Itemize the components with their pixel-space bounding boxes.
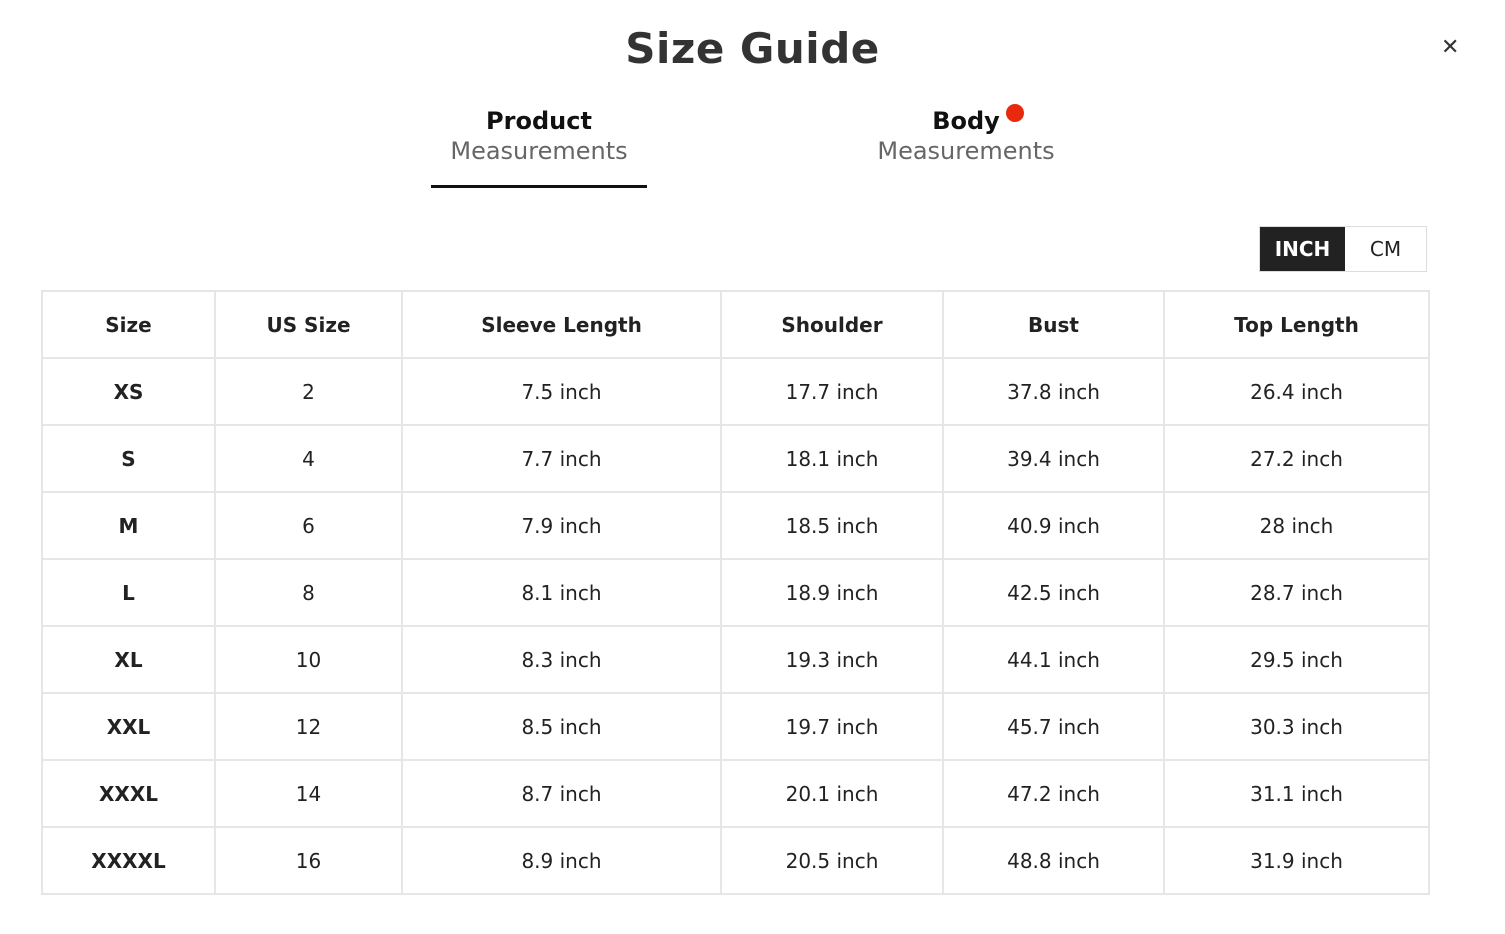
tab-label-secondary: Measurements <box>450 137 628 165</box>
tab-body-measurements[interactable] <box>858 106 1074 188</box>
table-cell: 30.3 inch <box>1164 693 1429 760</box>
table-cell: 31.9 inch <box>1164 827 1429 894</box>
table-cell: 7.9 inch <box>402 492 721 559</box>
table-cell: 20.1 inch <box>721 760 943 827</box>
page-title: Size Guide <box>625 24 880 73</box>
tab-label-secondary: Measurements <box>877 137 1055 165</box>
table-cell: 18.5 inch <box>721 492 943 559</box>
table-cell: 8.5 inch <box>402 693 721 760</box>
table-cell: 19.7 inch <box>721 693 943 760</box>
table-cell: 31.1 inch <box>1164 760 1429 827</box>
table-cell: 16 <box>215 827 402 894</box>
table-cell: 6 <box>215 492 402 559</box>
column-header: US Size <box>215 291 402 358</box>
tab-label-primary: Body <box>932 107 1000 135</box>
tab-label-primary: Product <box>486 107 592 135</box>
table-cell: XXL <box>42 693 215 760</box>
table-cell: XL <box>42 626 215 693</box>
table-row <box>42 760 1429 827</box>
table-cell: 18.1 inch <box>721 425 943 492</box>
table-cell: 40.9 inch <box>943 492 1164 559</box>
table-cell: 18.9 inch <box>721 559 943 626</box>
table-cell: 39.4 inch <box>943 425 1164 492</box>
table-cell: 7.5 inch <box>402 358 721 425</box>
column-header: Sleeve Length <box>402 291 721 358</box>
size-table-container <box>41 290 1428 894</box>
column-header: Size <box>42 291 215 358</box>
table-cell: 8.1 inch <box>402 559 721 626</box>
table-cell: 12 <box>215 693 402 760</box>
table-cell: M <box>42 492 215 559</box>
table-row <box>42 626 1429 693</box>
table-row <box>42 693 1429 760</box>
table-cell: XS <box>42 358 215 425</box>
table-cell: 17.7 inch <box>721 358 943 425</box>
cm-button[interactable]: CM <box>1345 227 1426 271</box>
table-cell: 29.5 inch <box>1164 626 1429 693</box>
notification-dot-icon <box>1006 104 1024 122</box>
table-cell: 8.3 inch <box>402 626 721 693</box>
table-cell: 45.7 inch <box>943 693 1164 760</box>
table-header-row <box>42 291 1429 358</box>
size-table <box>41 290 1430 895</box>
column-header: Bust <box>943 291 1164 358</box>
table-cell: 8.7 inch <box>402 760 721 827</box>
inch-button[interactable]: INCH <box>1260 227 1345 271</box>
table-cell: XXXL <box>42 760 215 827</box>
table-cell: 48.8 inch <box>943 827 1164 894</box>
table-cell: 44.1 inch <box>943 626 1164 693</box>
table-cell: 28 inch <box>1164 492 1429 559</box>
table-cell: L <box>42 559 215 626</box>
table-cell: 8.9 inch <box>402 827 721 894</box>
table-cell: 7.7 inch <box>402 425 721 492</box>
table-row <box>42 827 1429 894</box>
column-header: Shoulder <box>721 291 943 358</box>
unit-toggle <box>1259 226 1427 272</box>
table-cell: 19.3 inch <box>721 626 943 693</box>
table-cell: 2 <box>215 358 402 425</box>
table-row <box>42 425 1429 492</box>
table-cell: 4 <box>215 425 402 492</box>
column-header: Top Length <box>1164 291 1429 358</box>
table-cell: S <box>42 425 215 492</box>
table-cell: 47.2 inch <box>943 760 1164 827</box>
table-cell: 28.7 inch <box>1164 559 1429 626</box>
active-tab-indicator <box>431 185 647 188</box>
table-cell: 10 <box>215 626 402 693</box>
tab-product-measurements[interactable] <box>431 106 647 188</box>
table-cell: 26.4 inch <box>1164 358 1429 425</box>
table-cell: 14 <box>215 760 402 827</box>
table-row <box>42 559 1429 626</box>
close-icon[interactable]: ✕ <box>1441 35 1460 60</box>
table-cell: 27.2 inch <box>1164 425 1429 492</box>
table-row <box>42 358 1429 425</box>
table-cell: 37.8 inch <box>943 358 1164 425</box>
table-row <box>42 492 1429 559</box>
table-cell: 42.5 inch <box>943 559 1164 626</box>
table-cell: XXXXL <box>42 827 215 894</box>
table-cell: 20.5 inch <box>721 827 943 894</box>
table-cell: 8 <box>215 559 402 626</box>
